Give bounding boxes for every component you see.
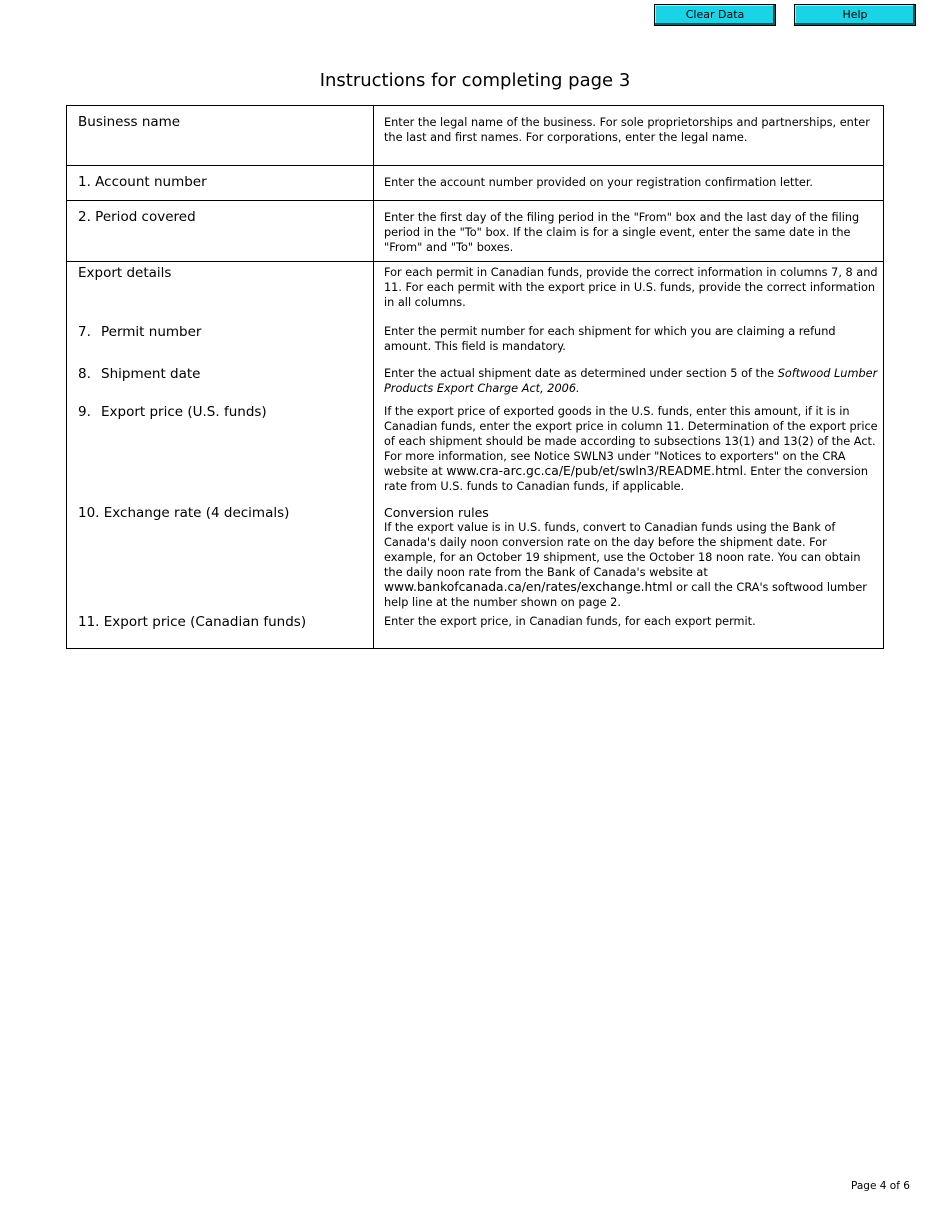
export-price-us-desc-text: If the export price of exported goods in the U.S. funds, enter this amount, if it is in Canadian funds, enter the export price in column 11. Determination of the export price of each shipment should be made according to subsections 13(1) and 13(2) of the Act. For more information, see Notice SWLN3 under "Notices to exporters" on the CRA website at [384,405,878,478]
permit-number-label [78,324,201,340]
table-row [67,106,884,166]
page-number: Page 4 of 6 [851,1180,910,1192]
cra-website-link[interactable]: www.cra-arc.gc.ca/E/pub/et/swln3/README.html [446,464,744,478]
shipment-date-desc-text: Enter the actual shipment date as determined under section 5 of the [384,367,778,380]
table-row [67,166,884,201]
act-title-italic: Softwood Lumber Products Export Charge Act, 2006. [384,367,878,395]
export-price-cad-label: 11. Export price (Canadian funds) [78,614,307,630]
shipment-date-description [384,366,878,396]
export-price-us-label [78,404,267,420]
permit-number-num: 7. [78,324,91,340]
permit-number-description: Enter the permit number for each shipment for which you are claiming a refund amount. This field is mandatory. [384,325,836,353]
table-row [67,201,884,262]
exchange-rate-desc-post: or call the CRA's softwood lumber help line at the number shown on page 2. [384,581,867,609]
shipment-date-num: 8. [78,366,91,382]
conversion-rules-heading: Conversion rules [384,505,489,520]
export-price-us-desc-post: . Enter the conversion rate from U.S. funds to Canadian funds, if applicable. [384,465,868,493]
instructions-table [66,105,884,649]
export-details-description-cell [374,262,884,649]
permit-number-text: Permit number [101,324,202,340]
exchange-rate-description [384,505,878,610]
shipment-date-text: Shipment date [101,366,201,382]
exchange-rate-desc-text: If the export value is in U.S. funds, convert to Canadian funds using the Bank of Canada's daily noon conversion rate on the day before the shipment date. For example, for an October 19 shipment, use the October 18 noon rate. You can obtain the daily noon rate from the Bank of Canada's website at [384,521,861,579]
shipment-date-label [78,366,200,382]
export-details-description: For each permit in Canadian funds, provide the correct information in columns 7, 8 and 11. For each permit with the export price in U.S. funds, provide the correct information in all columns. [384,266,878,309]
export-details-label-cell [67,262,374,649]
table-row [67,262,884,649]
account-number-label: 1. Account number [67,166,374,201]
period-covered-label: 2. Period covered [67,201,374,262]
exchange-rate-label: 10. Exchange rate (4 decimals) [78,505,290,521]
business-name-label: Business name [67,106,374,166]
export-price-us-text: Export price (U.S. funds) [101,404,267,420]
period-covered-description: Enter the first day of the filing period in the "From" box and the last day of the filing period in the "To" box. If the claim is for a single event, enter the same date in the "From" and "To" boxes. [374,201,884,262]
bank-of-canada-link[interactable]: www.bankofcanada.ca/en/rates/exchange.html [384,580,673,594]
clear-data-button[interactable]: Clear Data [654,4,776,26]
export-price-us-num: 9. [78,404,91,420]
export-price-us-description [384,404,878,494]
export-details-label: Export details [78,265,172,281]
page-title: Instructions for completing page 3 [319,70,631,91]
help-button[interactable]: Help [794,4,916,26]
business-name-description: Enter the legal name of the business. For sole proprietorships and partnerships, enter the last and first names. For corporations, enter the legal name. [374,106,884,166]
export-price-cad-description: Enter the export price, in Canadian funds, for each export permit. [384,615,756,628]
account-number-description: Enter the account number provided on your registration confirmation letter. [374,166,884,201]
